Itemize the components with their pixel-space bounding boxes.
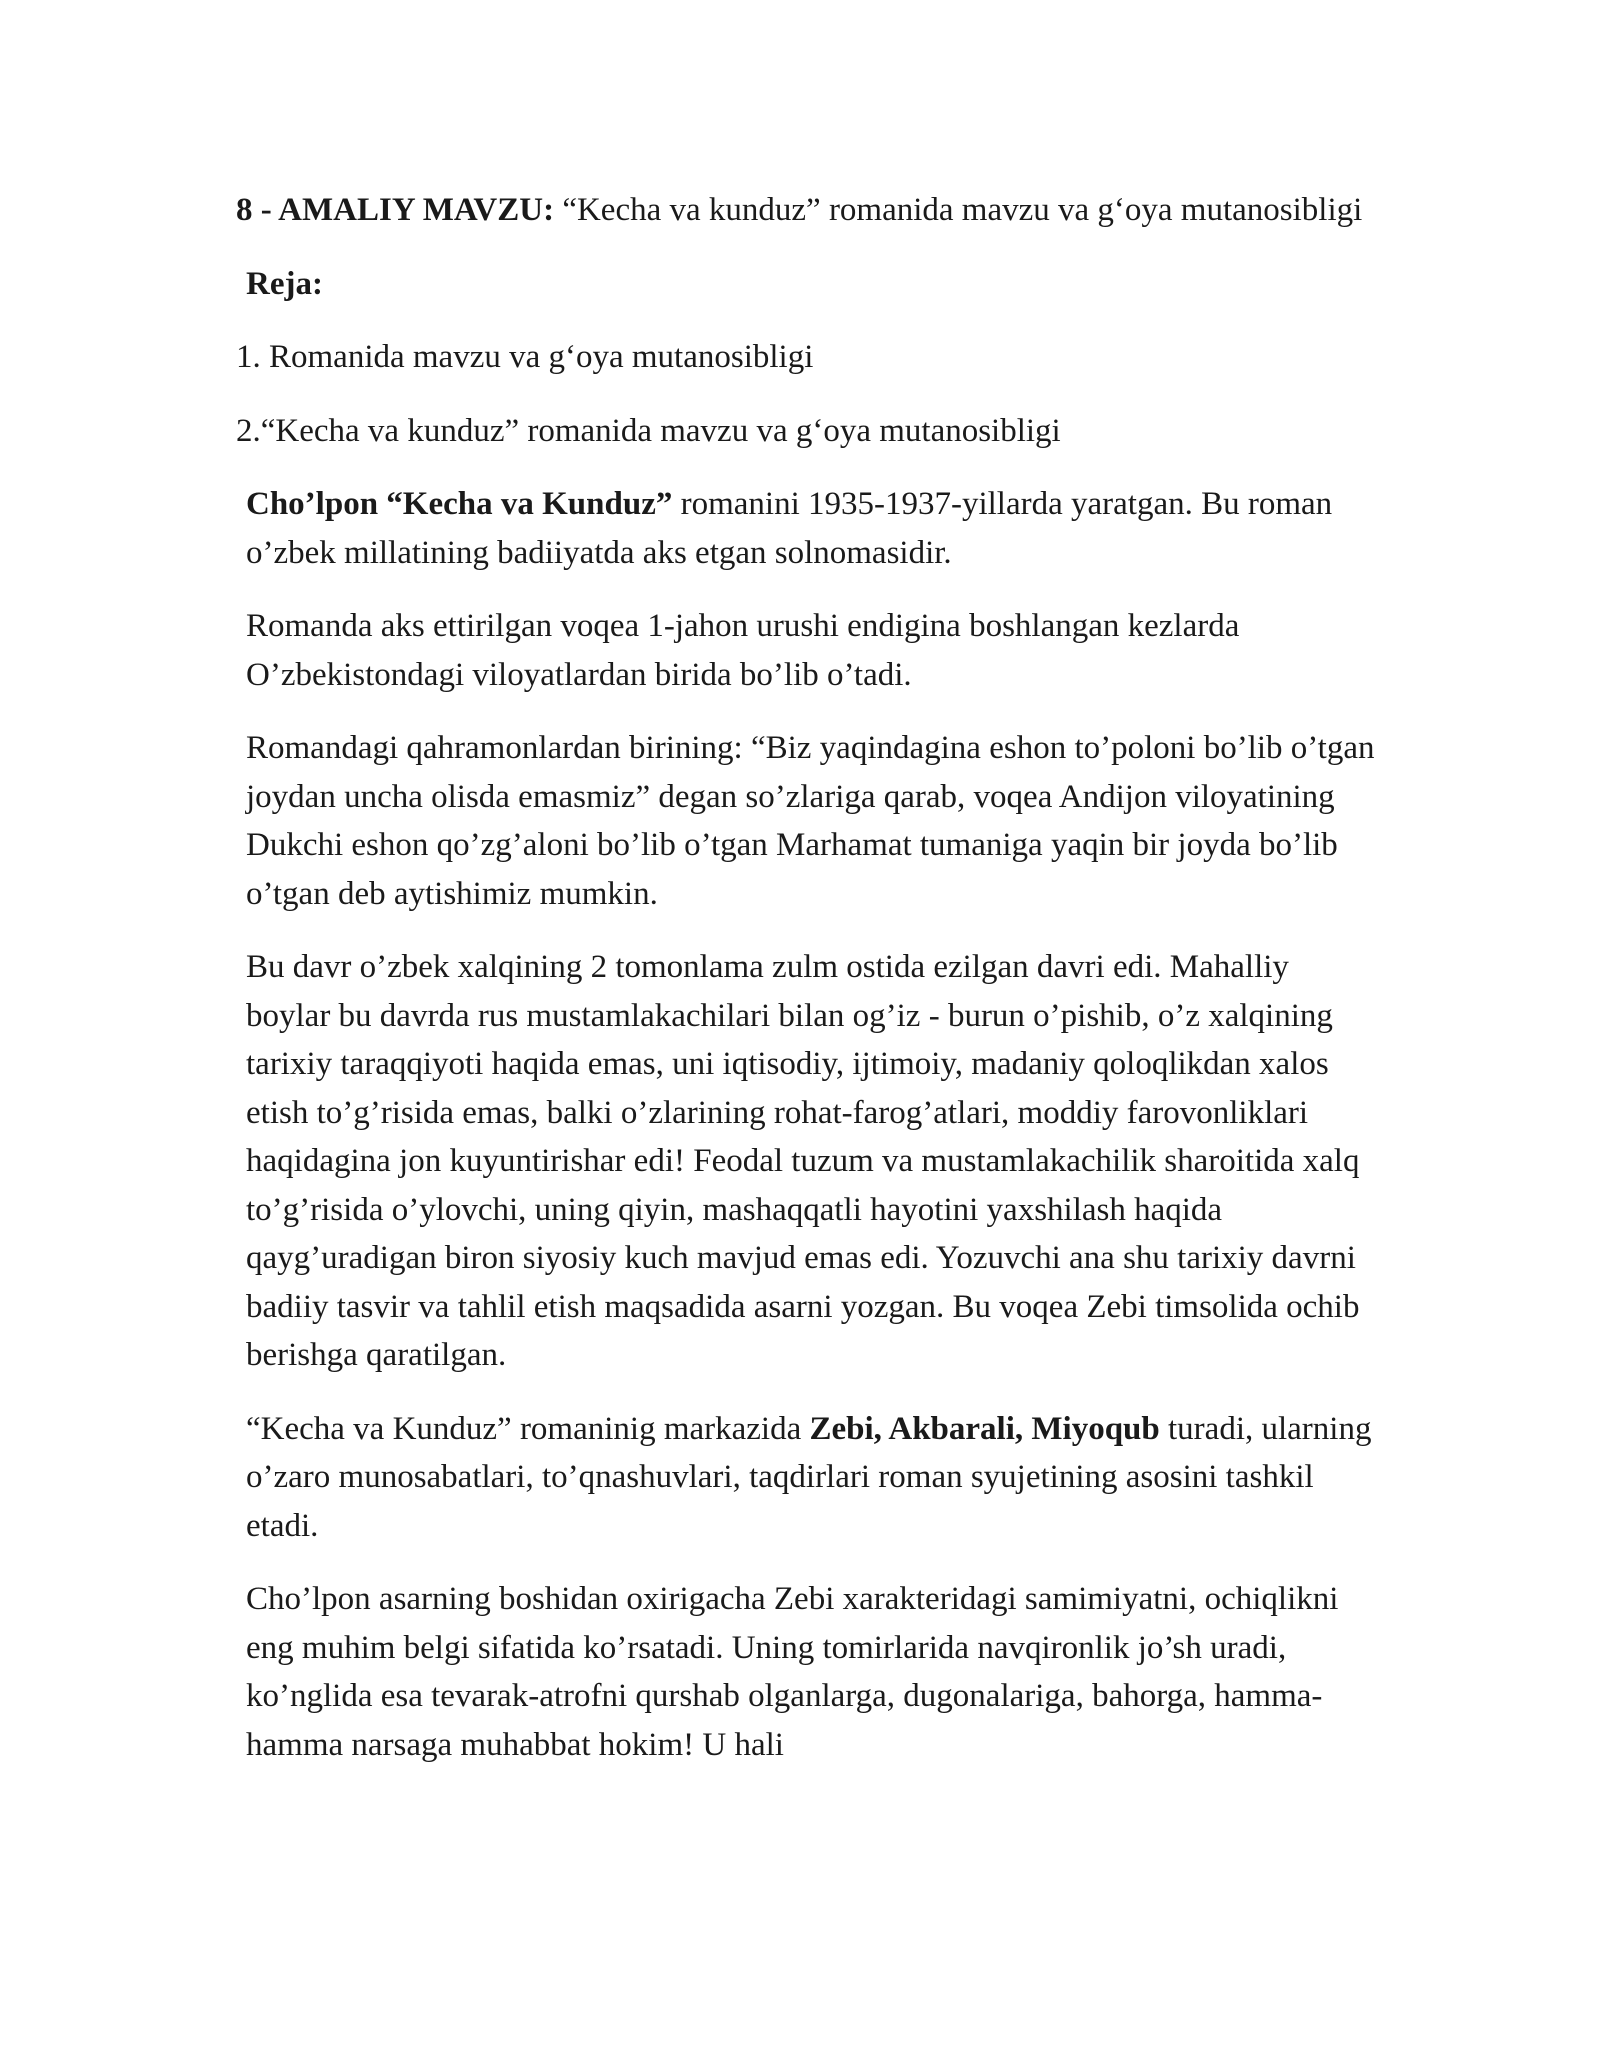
paragraph-6: Cho’lpon asarning boshidan oxirigacha Zebi xarakteridagi samimiyatni, ochiqlikni eng muhim belgi sifatida ko’rsatadi. Uning tomirlarida navqironlik jo’sh uradi, ko’nglida esa tevarak-atrofni qurshab olganlarga, dugonalariga, bahorga, hamma-hamma narsaga muhabbat hokim! U hali	[246, 1581, 1339, 1763]
plan-heading: Reja:	[246, 265, 323, 302]
paragraph-1-bold: Cho’lpon “Kecha va Kunduz”	[246, 486, 673, 522]
paragraph-5-bold: Zebi, Akbarali, Miyoqub	[809, 1410, 1160, 1447]
paragraph-5	[236, 1405, 1381, 1551]
lesson-number-label: 8 - AMALIY MAVZU:	[236, 192, 555, 228]
paragraph-4: Bu davr o’zbek xalqining 2 tomonlama zulm ostida ezilgan davri edi. Mahalliy boylar bu davrda rus mustamlakachilari bilan og’iz - burun o’pishib, o’z xalqining tarixiy taraqqiyoti haqida emas, uni iqtisodiy, ijtimoiy, madaniy qoloqlikdan xalos etish to’g’risida emas, balki o’zlarining rohat-farog’atlari, moddiy farovonliklari haqidagina jon kuyuntirishar edi! Feodal tuzum va mustamlakachilik sharoitida xalq to’g’risida o’ylovchi, uning qiyin, mashaqqatli hayotini yaxshilash haqida qayg’uradigan biron siyosiy kuch mavjud emas edi. Yozuvchi ana shu tarixiy davrni badiiy tasvir va tahlil etish maqsadida asarni yozgan. Bu voqea Zebi timsolida ochib berishga qaratilgan.	[246, 949, 1360, 1373]
paragraph-2: Romanda aks ettirilgan voqea 1-jahon urushi endigina boshlangan kezlarda O’zbekistondagi viloyatlardan birida bo’lib o’tadi.	[246, 608, 1240, 693]
paragraph-5-before: “Kecha va Kunduz” romaninig markazida	[246, 1410, 810, 1447]
lesson-topic: “Kecha va kunduz” romanida mavzu va g‘oya mutanosibligi	[554, 192, 1363, 228]
paragraph-5-after: turadi, ularning o’zaro munosabatlari, to’qnashuvlari, taqdirlari roman syujetining asosini tashkil etadi.	[246, 1410, 1372, 1544]
plan-item-2: 2.“Kecha va kunduz” romanida mavzu va g‘oya mutanosibligi	[236, 412, 1061, 449]
paragraph-3: Romandagi qahramonlardan birining: “Biz yaqindagina eshon to’poloni bo’lib o’tgan joydan uncha olisda emasmiz” degan so’zlariga qarab, voqea Andijon viloyatining Dukchi eshon qo’zg’aloni bo’lib o’tgan Marhamat tumaniga yaqin bir joyda bo’lib o’tgan deb aytishimiz mumkin.	[246, 730, 1375, 912]
plan-item-1: 1. Romanida mavzu va g‘oya mutanosibligi	[236, 339, 814, 375]
document-page	[236, 186, 1381, 1794]
paragraph-1-text: romanini 1935-1937-yillarda yaratgan. Bu roman o’zbek millatining badiiyatda aks etgan solnomasidir.	[246, 486, 1333, 571]
paragraph-1	[236, 480, 1381, 577]
page-title	[236, 186, 1381, 235]
